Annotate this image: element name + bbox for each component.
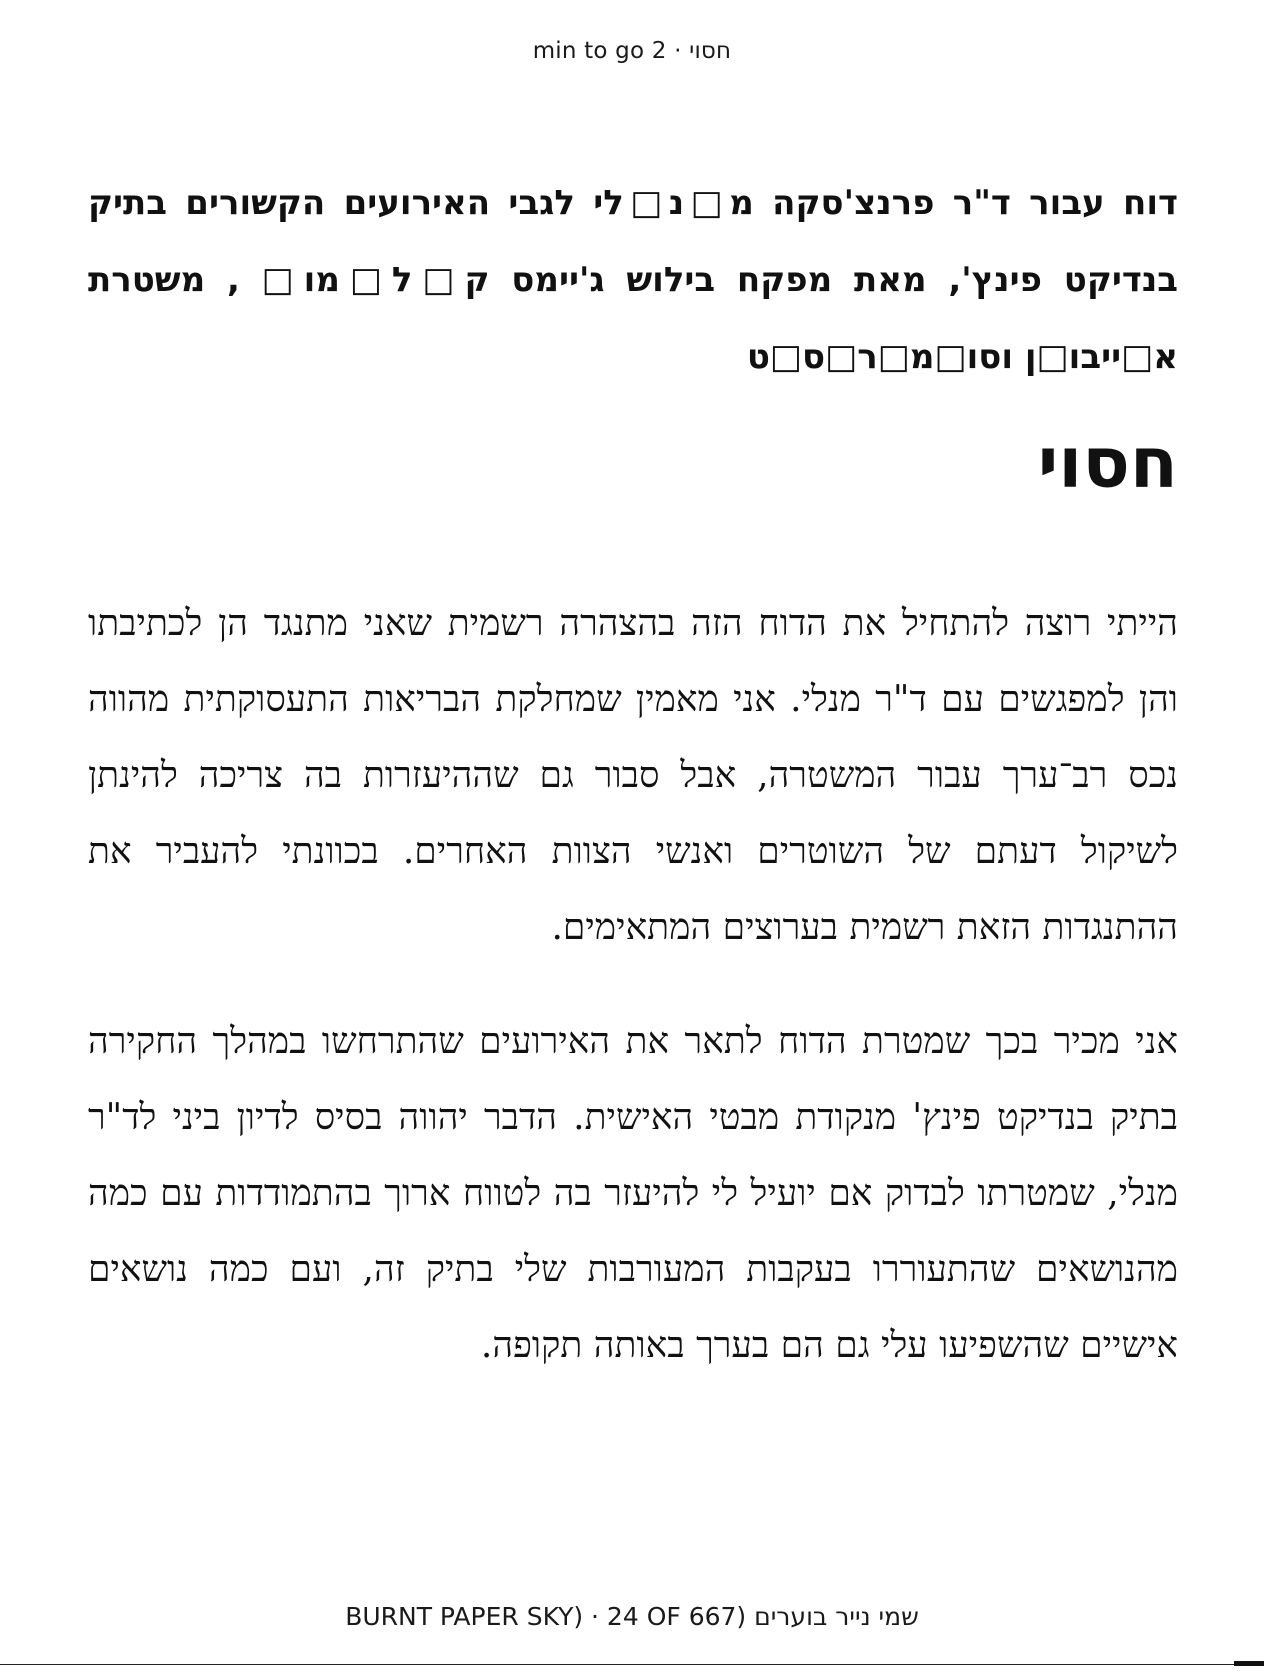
page-footer: BURNT PAPER SKY) · 24 OF 667) שמי נייר בוערים (345, 1602, 919, 1631)
body-paragraph: אני מכיר בכך שמטרת הדוח לתאר את האירועים שהתרחשו במהלך החקירה בתיק בנדיקט פינץ' מנקודת מבטי האישית. הדבר יהווה בסיס לדיון ביני לד"ר מנלי, שמטרתו לבדוק אם יועיל לי להיעזר בה לטווח ארוך בהתמודדות עם כמה מהנושאים שהתעוררו בעקבות המעורבות שלי בתיק זה, ועם כמה נושאים אישיים שהשפיעו עלי גם הם בערך באותה תקופה. (88, 1021, 1178, 1366)
chapter-title: חסוי (1037, 422, 1178, 504)
reading-progress-marker (1234, 1661, 1264, 1666)
report-header: דוח עבור ד"ר פרנצ'סקה מ□נ□לי לגבי האירועים הקשורים בתיק בנדיקט פינץ', מאת מפקח בילוש ג'יימס ק□ל□מו□ , משטרת א□ייבו□ן וסו□מ□ר□ס□ט (88, 183, 1178, 377)
page-content (88, 165, 1178, 1384)
bottom-divider (0, 1664, 1264, 1665)
page-header: min to go 2 · חסוי (532, 38, 732, 64)
body-paragraph: הייתי רוצה להתחיל את הדוח הזה בהצהרה רשמית שאני מתנגד הן לכתיבתו והן למפגשים עם ד"ר מנלי. אני מאמין שמחלקת הבריאות התעסוקתית מהווה נכס רב־ערך עבור המשטרה, אבל סבור גם שההיעזרות בה צריכה להינתן לשיקול דעתם של השוטרים ואנשי הצוות האחרים. בכוונתי להעביר את ההתנגדות הזאת רשמית בערוצים המתאימים. (88, 603, 1178, 948)
